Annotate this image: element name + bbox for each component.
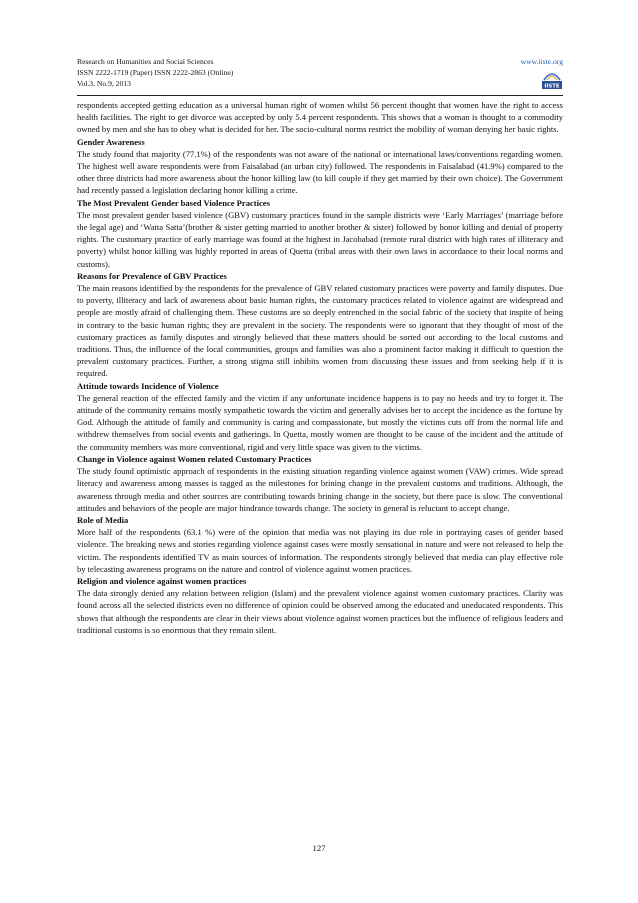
section-heading: Religion and violence against women practices xyxy=(77,575,247,586)
paragraph: The data strongly denied any relation between religion (Islam) and the prevalent violence against women customary practices. Clarity was found across all the selected districts even no difference of opinion could be observed among the educated and uneducated respondents. This shows that although the respondents are clear in their views about violence against women practices but the influence of religious leaders and traditional customs is so enormous that they remain silent. xyxy=(77,588,563,635)
paragraph: respondents accepted getting education as a universal human right of women whilst 56 percent thought that women have the right to access health facilities. The right to get divorce was accepted by only 5.4 percent respondents. This shows that a woman is thought to a commodity owned by men and she has to obey what is decided for her. The socio-cultural norms restrict the mobility of woman denying her basic rights. xyxy=(77,100,563,135)
header-rule xyxy=(77,95,563,96)
section-heading: Change in Violence against Women related Customary Practices xyxy=(77,453,312,464)
paragraph: The study found optimistic approach of respondents in the existing situation regarding violence against women (VAW) crimes. Wide spread literacy and awareness among masses is tagged as the milestones for brining change in the prevalent customs and traditions. Although, the awareness through media and other sources are contributing towards brining change in the society, but there pace is slow. The conventional attitudes and behaviors of the people are major hindrance towards change. The society in general is reluctant to accept change. xyxy=(77,466,563,513)
svg-text:IISTE: IISTE xyxy=(544,83,560,90)
paragraph: The study found that majority (77.1%) of the respondents was not aware of the national or international laws/conventions regarding women. The highest well aware respondents were from Faisalabad (an urban city) followed. The respondents in Faisalabad (41.9%) compared to the other three districts had more awareness about the honor killing law (to kill couple if they get married by their own choice). The Government had recently passed a legislation declaring honor killing a crime. xyxy=(77,148,563,196)
journal-name: Research on Humanities and Social Sciences xyxy=(77,57,214,66)
issn-line: ISSN 2222-1719 (Paper) ISSN 2222-2863 (Online) xyxy=(77,68,234,77)
section-heading: Reasons for Prevalence of GBV Practices xyxy=(77,270,227,281)
section-heading: Attitude towards Incidence of Violence xyxy=(77,380,219,391)
page-number: 127 xyxy=(312,843,326,853)
section-heading: The Most Prevalent Gender based Violence Practices xyxy=(77,197,270,208)
volume-line: Vol.3, No.9, 2013 xyxy=(77,79,131,88)
page-header xyxy=(77,56,563,90)
paragraph: The general reaction of the effected family and the victim if any unfortunate incidence happens is to pay no heeds and try to forget it. The attitude of the community remains mostly sympathetic towards the victim and generally advises her to accept the incidence as the fortune by God. Although the attitude of family and community is caring and compassionate, but mostly the victims cuts off from the normal life and withdrew themselves from social events and gatherings. In Quetta, mostly women are thought to be cause of the incident and the attitude of the community members was more conventional, rigid and very little space was given to the victims. xyxy=(77,392,563,452)
journal-url-link[interactable]: www.iiste.org xyxy=(520,57,563,66)
iiste-logo xyxy=(541,67,563,91)
paragraph: The main reasons identified by the respondents for the prevalence of GBV related customary practices were poverty and family disputes. Due to poverty, illiteracy and lack of awareness about basic human rights, the customary practices related to violence against are widespread and people are mostly afraid of challenging them. These customs are so deeply entrenched in the social fabric of the society that inspite of being in contrary to the basic human rights; they are prevalent in the society. The respondents were so ignorant that they thought of most of the customary practices as family disputes and strongly believed that these matters should be sorted out according to the local customs and traditions. Thus, the influence of the local communities, groups and families was also a prominent factor making it difficult to question the prevalent customary practices. Further, a strong stigma still inhibits women from discussing these issues and from seeking help if it is required. xyxy=(77,283,563,379)
section-heading: Gender Awareness xyxy=(77,136,145,147)
section-heading: Role of Media xyxy=(77,514,129,525)
paragraph: More half of the respondents (63.1 %) were of the opinion that media was not playing its due role in portraying cases of gender based violence. The breaking news and stories regarding violence against cases were mostly sensational in nature and were not released to help the victim. The respondents identified TV as main sources of information. The respondents strongly believed that media can play effective role by telecasting awareness programs on the nature and control of violence against women practices. xyxy=(77,527,563,574)
article-body xyxy=(77,99,563,636)
paragraph: The most prevalent gender based violence (GBV) customary practices found in the sample districts were ‘Early Marriages’ (marriage before the legal age) and ‘Watta Satta’(brother & sister getting married to another brother & sister) followed by honor killing and denial of property rights. The customary practice of early marriage was found at the highest in Jacobabad (remote rural district with high rates of illiteracy and poverty) whilst honor killing was highly reported in areas of Quetta (tribal areas with their own laws in accordance to their local norms and customs). xyxy=(77,209,563,269)
